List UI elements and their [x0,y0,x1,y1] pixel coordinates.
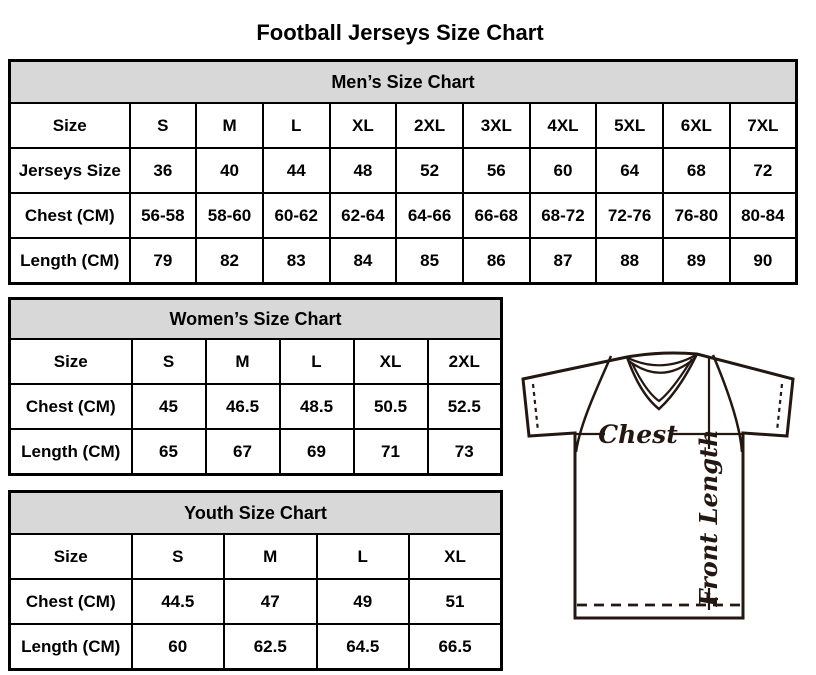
column-header: Size [10,103,130,148]
cell: 69 [280,429,354,475]
cell: 68-72 [530,193,597,238]
column-header: 4XL [530,103,597,148]
cell: 64 [596,148,663,193]
table-row [10,624,502,670]
column-header: L [263,103,330,148]
cell: 36 [130,148,197,193]
row-header: Chest (CM) [10,193,130,238]
right-cuff-dashed-line [777,384,782,431]
table-row [10,429,502,475]
cell: 68 [663,148,730,193]
cell: 50.5 [354,384,428,429]
cell: 62.5 [224,624,317,670]
table-row [10,193,797,238]
row-header: Chest (CM) [10,384,132,429]
column-header: M [224,534,317,579]
table-title: Men’s Size Chart [10,61,797,104]
cell: 48.5 [280,384,354,429]
cell: 89 [663,238,730,284]
cell: 49 [317,579,410,624]
cell: 46.5 [206,384,280,429]
column-header: L [280,339,354,384]
cell: 71 [354,429,428,475]
cell: 87 [530,238,597,284]
column-header: XL [330,103,397,148]
column-header: 3XL [463,103,530,148]
cell: 79 [130,238,197,284]
front-length-label: Front Length [694,429,723,607]
cell: 56 [463,148,530,193]
table-row [10,238,797,284]
table-row [10,148,797,193]
table-row [10,103,797,148]
column-header: 5XL [596,103,663,148]
table-title: Women’s Size Chart [10,299,502,340]
table-title: Youth Size Chart [10,492,502,535]
cell: 58-60 [196,193,263,238]
cell: 66.5 [409,624,502,670]
cell: 72-76 [596,193,663,238]
cell: 90 [730,238,797,284]
cell: 76-80 [663,193,730,238]
cell: 80-84 [730,193,797,238]
cell: 44 [263,148,330,193]
table-row [10,534,502,579]
cell: 72 [730,148,797,193]
column-header: XL [409,534,502,579]
cell: 67 [206,429,280,475]
cell: 64-66 [396,193,463,238]
column-header: M [196,103,263,148]
table-row [10,384,502,429]
cell: 73 [428,429,502,475]
column-header: 2XL [428,339,502,384]
jersey-outline-shape [523,353,793,618]
cell: 60 [530,148,597,193]
row-header: Chest (CM) [10,579,132,624]
cell: 60-62 [263,193,330,238]
column-header: L [317,534,410,579]
cell: 52 [396,148,463,193]
column-header: 7XL [730,103,797,148]
cell: 65 [132,429,206,475]
cell: 60 [132,624,225,670]
cell: 64.5 [317,624,410,670]
column-header: 2XL [396,103,463,148]
cell: 88 [596,238,663,284]
column-header: Size [10,534,132,579]
table-row [10,339,502,384]
mens-size-table [8,59,798,285]
row-header: Length (CM) [10,624,132,670]
cell: 83 [263,238,330,284]
row-header: Length (CM) [10,429,132,475]
column-header: Size [10,339,132,384]
column-header: M [206,339,280,384]
cell: 86 [463,238,530,284]
chest-label: Chest [598,420,678,449]
cell: 52.5 [428,384,502,429]
column-header: S [132,534,225,579]
cell: 66-68 [463,193,530,238]
cell: 84 [330,238,397,284]
womens-size-table [8,297,503,476]
cell: 82 [196,238,263,284]
cell: 51 [409,579,502,624]
cell: 85 [396,238,463,284]
cell: 40 [196,148,263,193]
column-header: 6XL [663,103,730,148]
cell: 44.5 [132,579,225,624]
row-header: Length (CM) [10,238,130,284]
column-header: S [130,103,197,148]
row-header: Jerseys Size [10,148,130,193]
page-title: Football Jerseys Size Chart [256,19,544,45]
column-header: S [132,339,206,384]
table-row [10,579,502,624]
youth-size-table [8,490,503,671]
cell: 47 [224,579,317,624]
cell: 45 [132,384,206,429]
column-header: XL [354,339,428,384]
jersey-measurement-diagram [500,336,816,636]
cell: 56-58 [130,193,197,238]
left-cuff-dashed-line [533,384,538,431]
cell: 62-64 [330,193,397,238]
cell: 48 [330,148,397,193]
